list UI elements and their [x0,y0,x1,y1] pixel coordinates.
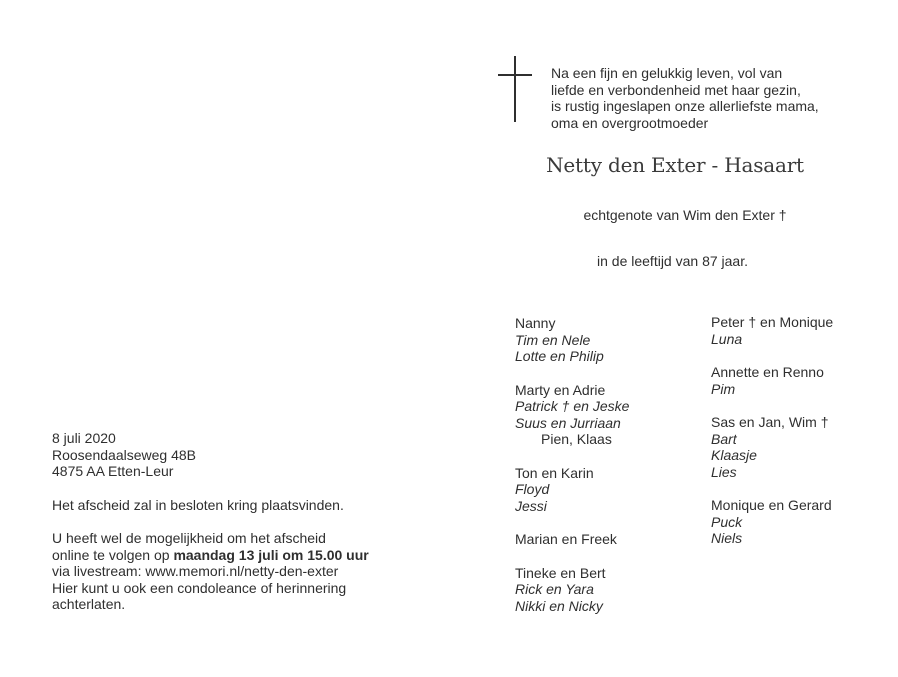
family-child: Puck [711,513,743,530]
family-group [515,531,705,548]
family-child: Patrick † en Jeske [515,398,630,415]
postal-city: 4875 AA Etten-Leur [52,463,174,480]
family-child: Lies [711,463,737,480]
family-child: Pim [711,380,736,397]
family-child: Floyd [515,481,550,498]
family-child: Jessi [515,497,547,514]
family-group [515,565,705,615]
family-child: Tim en Nele [515,331,591,348]
family-child: Lotte en Philip [515,348,604,365]
family-parents: Tineke en Bert [515,564,606,581]
cross-icon [498,56,532,122]
family-child: Klaasje [711,447,757,464]
family-group [515,465,705,515]
family-child: Bart [711,430,737,447]
family-parents: Annette en Renno [711,363,824,380]
family-child: Luna [711,330,743,347]
family-child: Rick en Yara [515,581,594,598]
family-parents: Ton en Karin [515,464,594,481]
condolence-text: achterlaten. [52,596,126,613]
family-parents: Monique en Gerard [711,497,832,514]
family-right-column [711,314,881,564]
intro-line: is rustig ingeslapen onze allerliefste mama, [551,98,819,115]
intro-text [551,65,881,131]
intro-line: oma en overgrootmoeder [551,114,709,131]
family-parents: Marty en Adrie [515,381,606,398]
stream-text: U heeft wel de mogelijkheid om het afscheid [52,529,326,546]
family-group [711,364,881,397]
family-child: Nikki en Nicky [515,597,603,614]
family-group [711,497,881,547]
info-block [52,430,398,630]
stream-text [52,547,398,564]
stream-datetime: maandag 13 juli om 15.00 uur [173,546,369,563]
livestream-notice [52,530,398,613]
family-child: Niels [711,530,743,547]
spouse-line: echtgenote van Wim den Exter † [583,207,787,223]
farewell-notice [52,497,398,514]
family-parents: Marian en Freek [515,531,617,548]
farewell-text: Het afscheid zal in besloten kring plaatsvinden. [52,496,344,513]
family-parents: Peter † en Monique [711,314,834,330]
family-left-column [515,315,705,631]
family-group [515,315,705,365]
family-group [711,414,881,480]
deceased-name: Netty den Exter - Hasaart [546,153,804,177]
intro-line: Na een fijn en gelukkig leven, vol van [551,65,783,81]
family-parents: Sas en Jan, Wim † [711,413,829,430]
family-group [515,382,705,448]
condolence-text: Hier kunt u ook een condoleance of herinnering [52,579,347,596]
family-group [711,314,881,347]
family-parents: Nanny [515,315,556,331]
date: 8 juli 2020 [52,430,116,446]
family-child: Suus en Jurriaan [515,414,621,431]
street-address: Roosendaalseweg 48B [52,446,196,463]
age-line: in de leeftijd van 87 jaar. [597,253,748,269]
family-grandchildren: Pien, Klaas [541,431,612,448]
address-block [52,430,398,480]
livestream-link-text: via livestream: www.memori.nl/netty-den-exter [52,563,339,580]
intro-line: liefde en verbondenheid met haar gezin, [551,81,801,98]
stream-text-prefix: online te volgen op [52,546,174,563]
